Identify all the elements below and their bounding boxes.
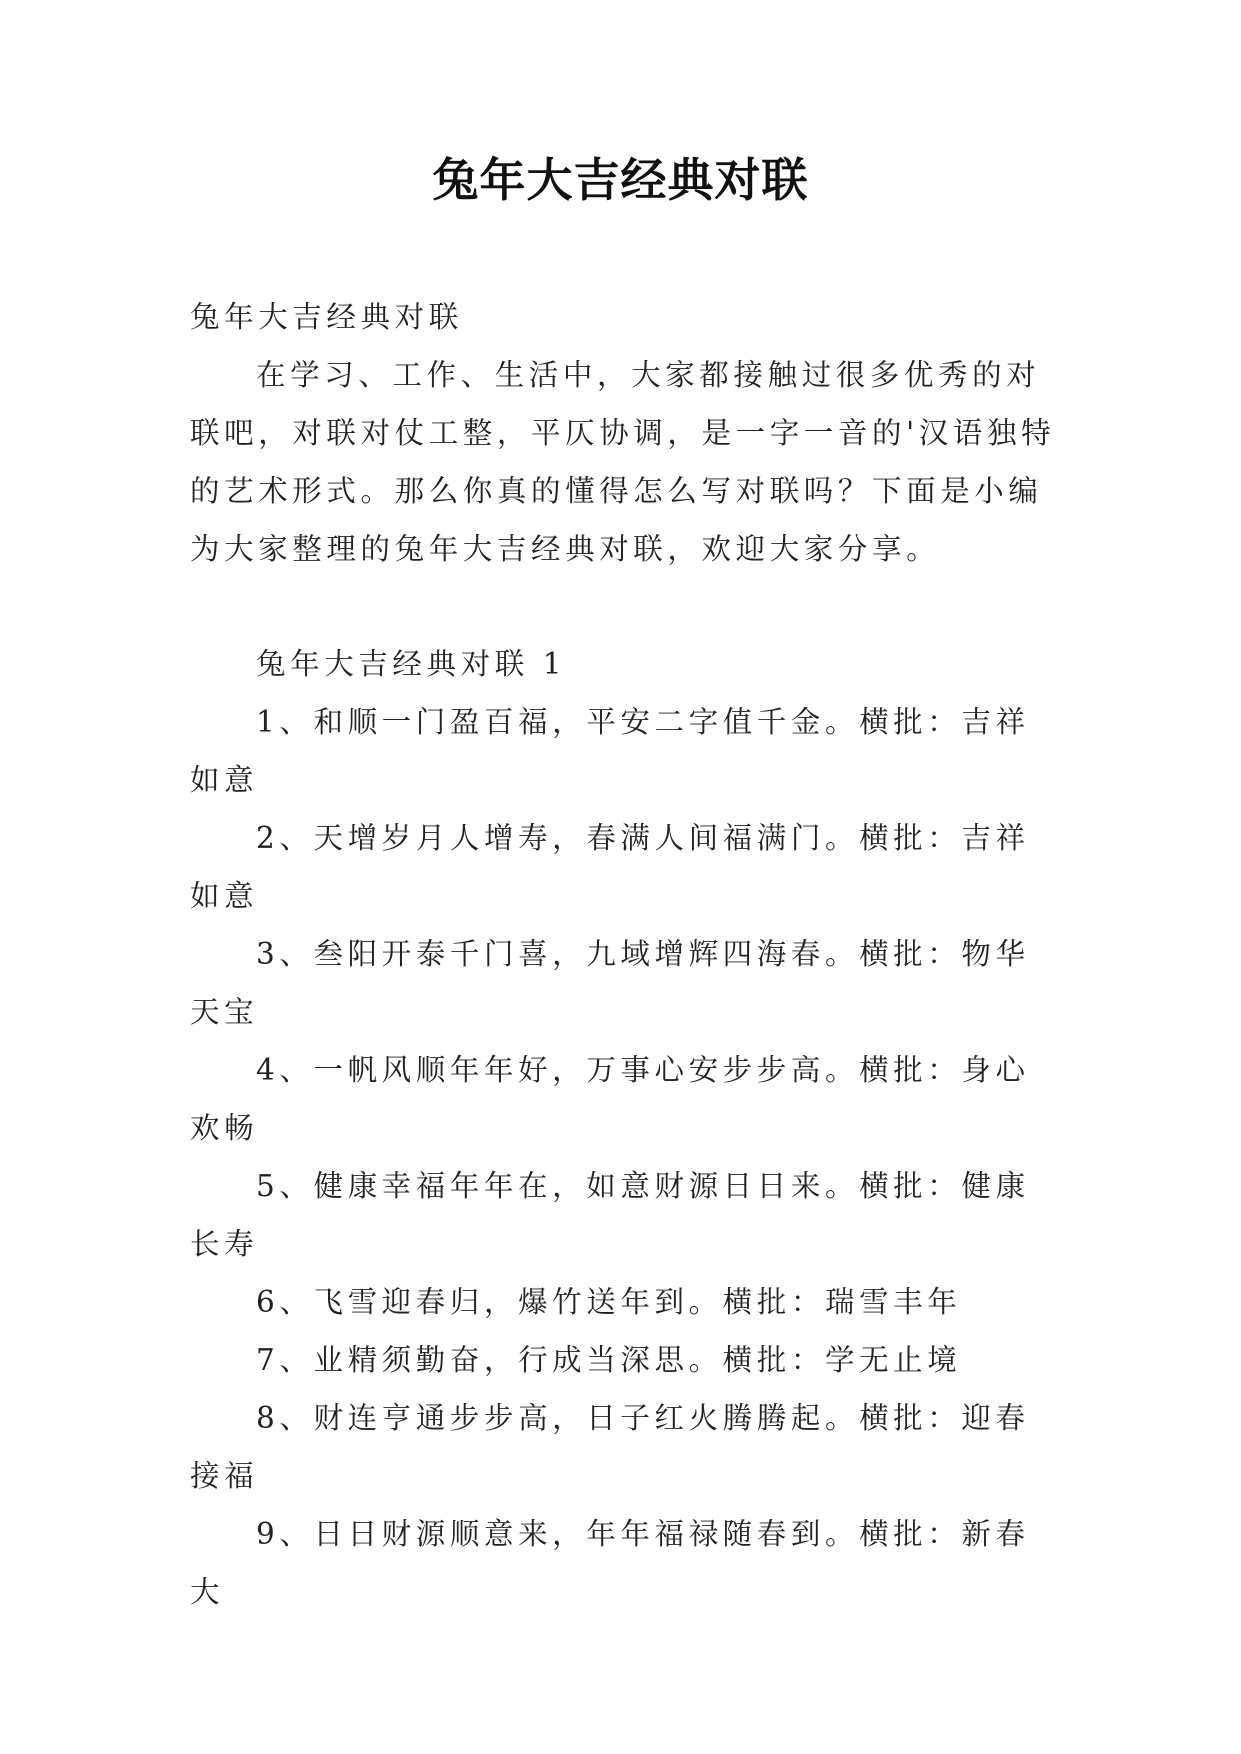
paragraph-gap xyxy=(190,578,1058,635)
couplet-item-5: 5、健康幸福年年在，如意财源日日来。横批：健康长寿 xyxy=(190,1169,1030,1261)
couplet-item-1: 1、和顺一门盈百福，平安二字值千金。横批：吉祥如意 xyxy=(190,705,1030,797)
couplet-item-9: 9、日日财源顺意来，年年福禄随春到。横批：新春大 xyxy=(190,1517,1030,1609)
couplet-item-8: 8、财连亨通步步高，日子红火腾腾起。横批：迎春接福 xyxy=(190,1401,1030,1493)
couplet-item-7: 7、业精须勤奋，行成当深思。横批：学无止境 xyxy=(256,1343,962,1377)
page-title: 兔年大吉经典对联 xyxy=(432,153,809,207)
document-body xyxy=(190,288,1058,1621)
section-heading: 兔年大吉经典对联 1 xyxy=(256,647,567,681)
couplet-item-6: 6、飞雪迎春归，爆竹送年到。横批：瑞雪丰年 xyxy=(256,1285,962,1319)
couplet-item-4: 4、一帆风顺年年好，万事心安步步高。横批：身心欢畅 xyxy=(190,1053,1030,1145)
subtitle: 兔年大吉经典对联 xyxy=(190,300,463,334)
couplet-item-2: 2、天增岁月人增寿，春满人间福满门。横批：吉祥如意 xyxy=(190,821,1030,913)
intro-paragraph: 在学习、工作、生活中，大家都接触过很多优秀的对联吧，对联对仗工整，平仄协调，是一字一音的'汉语独特的艺术形式。那么你真的懂得怎么写对联吗？下面是小编为大家整理的兔年大吉经典对联，欢迎大家分享。 xyxy=(190,358,1056,566)
couplet-item-3: 3、叁阳开泰千门喜，九域增辉四海春。横批：物华天宝 xyxy=(190,937,1030,1029)
